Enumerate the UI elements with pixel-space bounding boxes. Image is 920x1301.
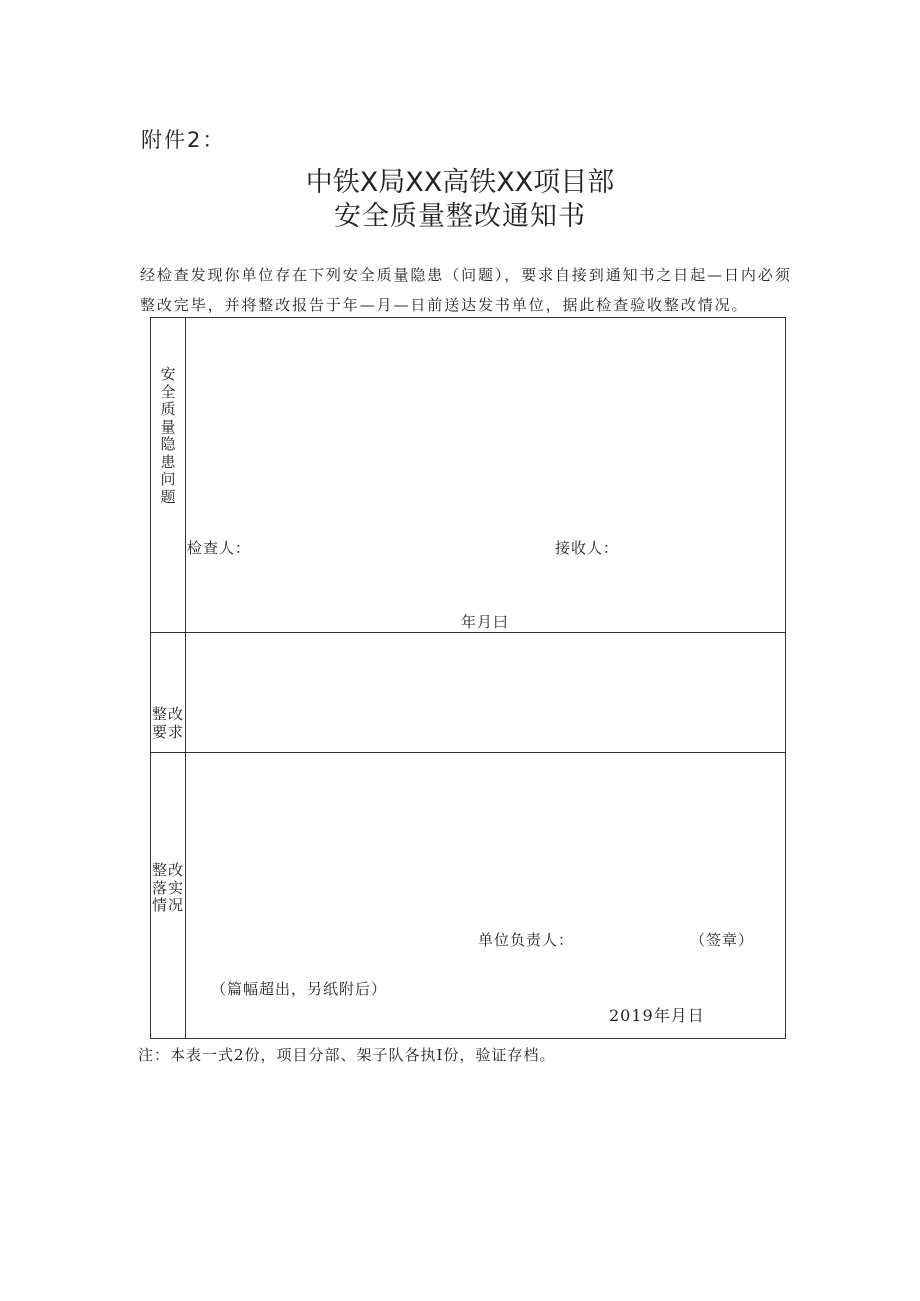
overflow-note: （篇幅超出，另纸附后） bbox=[211, 980, 388, 998]
hazard-issue-label: 安全质量隐患问题 bbox=[160, 365, 176, 506]
intro-paragraph-line2: 整改完毕，并将整改报告于年—月—日前送达发书单位，据此检查验收整改情况。 bbox=[140, 296, 749, 314]
unit-head-signature-field: 单位负责人： bbox=[478, 931, 575, 949]
document-title-line2: 安全质量整改通知书 bbox=[334, 201, 586, 232]
table-row-divider bbox=[151, 752, 785, 753]
seal-field: （签章） bbox=[690, 931, 755, 949]
intro-paragraph-line1: 经检查发现你单位存在下列安全质量隐患（问题），要求自接到通知书之日起—日内必须 bbox=[140, 266, 792, 284]
receiver-signature-field: 接收人： bbox=[555, 539, 620, 557]
table-column-divider bbox=[185, 318, 186, 1038]
inspector-signature-field: 检查人： bbox=[187, 539, 252, 557]
rectification-implementation-label: 整改落实情况 bbox=[151, 861, 184, 914]
attachment-label: 附件2： bbox=[141, 128, 226, 152]
rectification-requirement-label: 整改要求 bbox=[151, 705, 184, 741]
table-row-divider bbox=[151, 632, 785, 633]
inspection-date-field: 年月曰 bbox=[461, 613, 510, 631]
completion-date-field: 2019年月日 bbox=[609, 1006, 705, 1025]
footer-note: 注：本表一式2份，项目分部、架子队各执I份，验证存档。 bbox=[138, 1046, 556, 1064]
document-title-line1: 中铁X局XX高铁XX项目部 bbox=[305, 167, 615, 198]
